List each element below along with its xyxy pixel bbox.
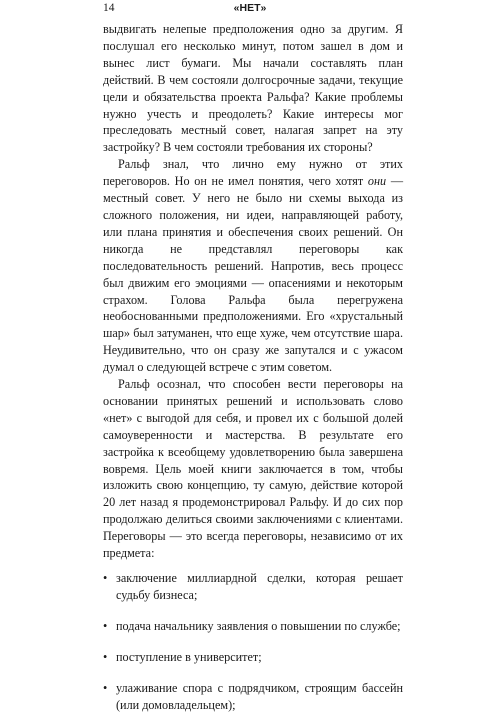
bullet-item: [103, 649, 403, 666]
paragraph-2-before: Ральф знал, что лично ему нужно от этих переговоров. Но он не имел понятия, чего хотят: [103, 157, 403, 189]
paragraph-2-emphasis: они: [367, 174, 387, 189]
page-number: 14: [103, 2, 115, 14]
bullet-icon: •: [103, 618, 108, 633]
paragraph-3: Ральф осознал, что способен вести переговоры на основании принятых решений и использовать слово «нет» с выгодой для себя, и провел их с большой долей самоуверенности и мастерства. В результате его застройка к всеобщему удовлетворению была завершена вовремя. Цель моей книги заключается в том, чтобы изложить свою концепцию, ту самую, действие которой 20 лет назад я продемонстрировал Ральфу. И до сих пор продолжаю делиться своими заключениями с клиентами. Переговоры — это всегда переговоры, независимо от их предмета:: [103, 377, 403, 561]
bullet-list: [103, 570, 403, 713]
bullet-item: [103, 618, 403, 635]
paragraph-2: [103, 156, 403, 376]
paragraph-1: выдвигать нелепые предположения одно за другим. Я послушал его несколько минут, потом зашел в дом и вынес лист бумаги. Мы начали составлять план действий. В чем состояли долгосрочные задачи, текущие цели и обязательства проекта Ральфа? Какие проблемы нужно учесть и преодолеть? Какие интересы мог преследовать местный совет, налагая запрет на эту застройку? В чем состояли требования их стороны?: [103, 22, 403, 155]
bullet-text: заключение миллиардной сделки, которая решает судьбу бизнеса;: [116, 571, 403, 602]
bullet-icon: •: [103, 571, 108, 585]
running-title: «НЕТ»: [233, 2, 267, 14]
bullet-item: [103, 680, 403, 714]
bullet-item: [103, 570, 403, 604]
bullet-icon: •: [103, 680, 108, 695]
bullet-text: подача начальнику заявления о повышении по службе;: [116, 618, 401, 633]
paragraph-2-after: — местный совет. У него не было ни схемы выхода из сложного положения, ни идеи, направляющей работу, или плана принятия и обеспечения своих решений. Он никогда не представлял переговоры как последовательность решений. Напротив, весь процесс был движим его эмоциями — опасениями и некоторым страхом. Голова Ральфа была перегружена необоснованными предположениями. Его «хрустальный шар» был затуманен, что еще хуже, чем отсутствие шара. Неудивительно, что он сразу же запутался и с ужасом думал о следующей встрече с этим советом.: [103, 174, 403, 375]
bullet-icon: •: [103, 649, 108, 664]
body-text: [103, 21, 403, 727]
bullet-text: поступление в университет;: [116, 649, 262, 664]
bullet-text: улаживание спора с подрядчиком, строящим бассейн (или домовладельцем);: [116, 680, 403, 712]
